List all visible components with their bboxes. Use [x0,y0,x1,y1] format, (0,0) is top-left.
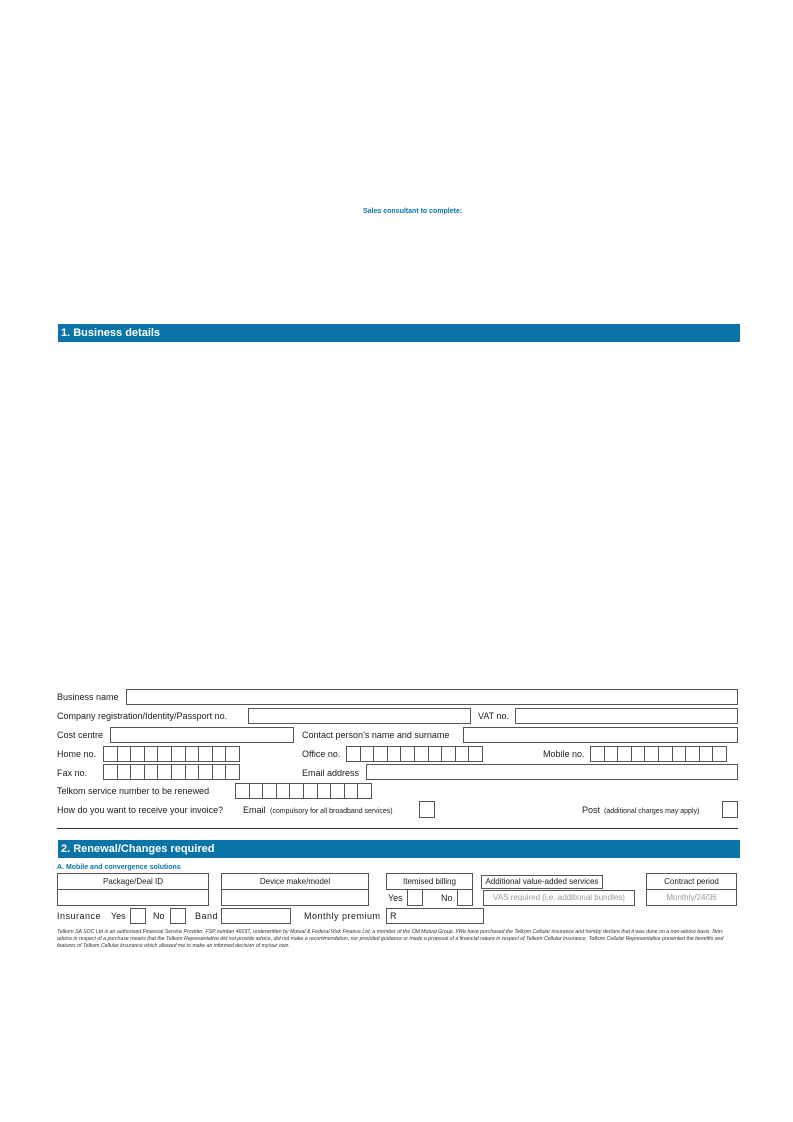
post-option-label: Post [582,805,601,815]
vat-field[interactable] [515,708,738,724]
fax-no-field[interactable] [103,764,239,780]
vat-label: VAT no. [478,711,510,721]
section2-subtitle: A. Mobile and convergence solutions [57,864,181,871]
email-option-checkbox[interactable] [419,801,435,818]
insurance-no-label: No [153,911,165,921]
home-no-label: Home no. [57,749,97,759]
band-label: Band [195,911,219,921]
contact-person-label: Contact person’s name and surname [302,730,450,740]
cost-centre-label: Cost centre [57,730,104,740]
email-address-field[interactable] [366,764,738,780]
contact-person-field[interactable] [463,727,738,743]
package-field[interactable] [57,889,209,906]
insurance-no-checkbox[interactable] [170,908,186,924]
device-header: Device make/model [221,873,369,890]
office-no-label: Office no. [302,749,341,759]
cost-centre-field[interactable] [110,727,294,743]
currency-symbol: R [390,911,397,921]
post-option-checkbox[interactable] [722,801,738,818]
business-name-field[interactable] [126,689,738,705]
insurance-yes-checkbox[interactable] [130,908,146,924]
device-field[interactable] [221,889,369,906]
insurance-disclaimer: Telkom SA SOC Ltd is an authorised Financial Service Provider, FSP number 46037, underwritten by Mutual & Federal Risk Finance Ltd, a member of the Old Mutual Group. I/We have purchased the Telkom Cellular insurance and hereby declare that it was done on a non-advice basis. Non-advice in respect of a purchase means that the Telkom Representative did not provide advice, did not make a recommendation, nor provided guidance or made a proposal of a financial nature in respect of Telkom Cellular Insurance. Telkom Cellular Representative presented the benefits and features of Telkom Cellular Insurance which allowed me to make an informed decision of my/our own. [57,929,724,949]
itemised-no-checkbox[interactable] [457,889,473,906]
consultant-note: Sales consultant to complete: [363,208,463,215]
insurance-label: Insurance [57,911,102,921]
company-reg-field[interactable] [248,708,471,724]
office-no-field[interactable] [346,746,482,762]
business-name-label: Business name [57,692,119,702]
vas-header: Additional value-added services [481,875,603,889]
service-number-field[interactable] [235,783,371,799]
monthly-premium-label: Monthly premium [304,911,381,921]
monthly-premium-field[interactable] [386,908,484,924]
invoice-question-label: How do you want to receive your invoice? [57,805,224,815]
package-header: Package/Deal ID [57,873,209,890]
contract-period-header: Contract period [646,873,737,890]
mobile-no-field[interactable] [590,746,726,762]
itemised-billing-header: Itemised billing [386,873,473,890]
insurance-yes-label: Yes [111,911,126,921]
itemised-yes-checkbox[interactable] [407,889,423,906]
section-divider [57,828,738,829]
company-reg-label: Company registration/Identity/Passport no. [57,711,228,721]
vas-field[interactable]: VAS required (i.e. additional bundles) [483,890,635,906]
section2-header: 2. Renewal/Changes required [58,840,740,858]
itemised-yes-label: Yes [388,893,403,903]
fax-no-label: Fax no. [57,768,88,778]
email-option-note: (compulsory for all broadband services) [270,808,393,815]
contract-period-field[interactable]: Monthly/24/36 [646,889,737,906]
post-option-note: (additional charges may apply) [604,808,700,815]
itemised-no-label: No [441,893,453,903]
section1-header: 1. Business details [58,324,740,342]
email-option-label: Email [243,805,266,815]
email-address-label: Email address [302,768,360,778]
band-field[interactable] [221,908,291,924]
home-no-field[interactable] [103,746,239,762]
mobile-no-label: Mobile no. [543,749,585,759]
service-number-label: Telkom service number to be renewed [57,786,210,796]
